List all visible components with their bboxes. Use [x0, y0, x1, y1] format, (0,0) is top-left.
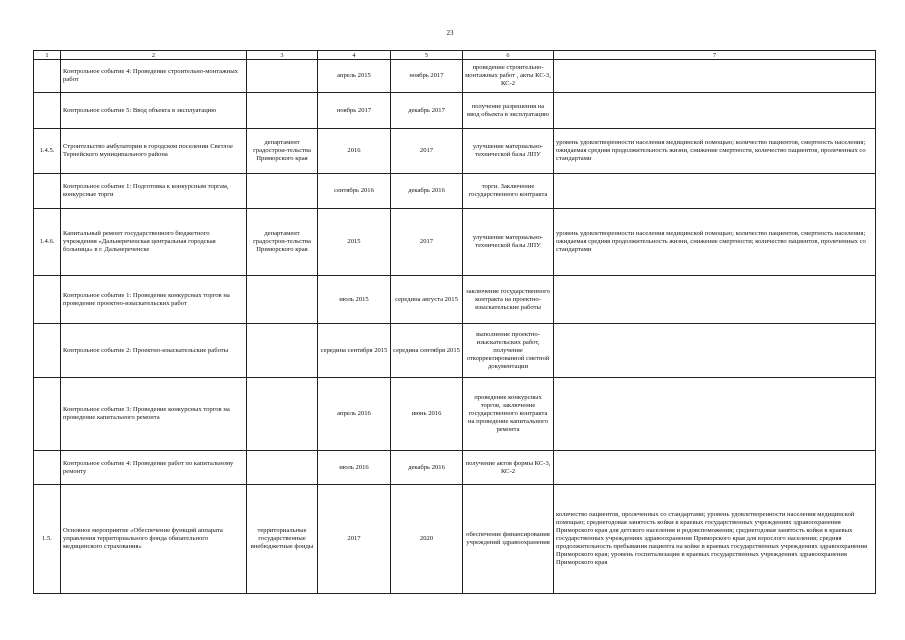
expected-result: получение актов формы КС-3, КС-2 [463, 451, 554, 485]
executor [247, 174, 318, 209]
activity-name: Контрольное событие 1: Проведение конкурсных торгов на проведение проектно-изыскательских работ [61, 276, 247, 324]
row-number [34, 60, 61, 93]
column-number: 5 [391, 51, 463, 60]
expected-result: получение разрешения на ввод объекта в эксплуатацию [463, 93, 554, 129]
end-date: декабрь 2016 [391, 451, 463, 485]
executor: департамент градострои-тельства Приморского края [247, 209, 318, 276]
executor [247, 324, 318, 378]
start-date: 2015 [318, 209, 391, 276]
column-number: 3 [247, 51, 318, 60]
end-date: 2017 [391, 129, 463, 174]
start-date: июль 2016 [318, 451, 391, 485]
indicators: уровень удовлетворенности населения медицинской помощью; количество пациентов, смертность населения; ожидаемая средняя продолжительность жизни, снижение смертности, количество пациентов, пролеченных со стандартами [554, 129, 876, 174]
indicators [554, 324, 876, 378]
executor [247, 378, 318, 451]
indicators [554, 276, 876, 324]
row-number: 1.5. [34, 485, 61, 594]
start-date: апрель 2015 [318, 60, 391, 93]
expected-result: проведение конкурсных торгов, заключение государственного контракта на проведение капитального ремонта [463, 378, 554, 451]
activity-name: Строительство амбулатории в городском поселении Светлое Тернейского муниципального района [61, 129, 247, 174]
activity-name: Контрольное событие 4: Проведение работ по капитальному ремонту [61, 451, 247, 485]
expected-result: торги. Заключение государственного контракта [463, 174, 554, 209]
start-date: апрель 2016 [318, 378, 391, 451]
indicators [554, 174, 876, 209]
executor [247, 60, 318, 93]
executor: территориальные государственные внебюджетные фонды [247, 485, 318, 594]
table-row [34, 60, 876, 93]
column-number: 2 [61, 51, 247, 60]
end-date: декабрь 2016 [391, 174, 463, 209]
indicators [554, 60, 876, 93]
activity-name: Контрольное событие 5: Ввод объекта в эксплуатацию [61, 93, 247, 129]
end-date: ноябрь 2017 [391, 60, 463, 93]
expected-result: улучшение материально-технической базы ЛПУ [463, 209, 554, 276]
expected-result: улучшение материально-технической базы ЛПУ [463, 129, 554, 174]
activity-name: Контрольное событие 1: Подготовка к конкурсным торгам, конкурсные торги [61, 174, 247, 209]
start-date: 2017 [318, 485, 391, 594]
row-number: 1.4.6. [34, 209, 61, 276]
table-row [34, 209, 876, 276]
start-date: сентябрь 2016 [318, 174, 391, 209]
activity-name: Контрольное событие 2: Проектно-изыскательские работы [61, 324, 247, 378]
end-date: середина августа 2015 [391, 276, 463, 324]
table-row [34, 129, 876, 174]
table-row [34, 324, 876, 378]
activities-table [33, 50, 876, 594]
column-number: 7 [554, 51, 876, 60]
indicators: уровень удовлетворенности населения медицинской помощью; количество пациентов, смертность населения; ожидаемая средняя продолжительность жизни, снижение смертности; количество пациентов, пролеченных со стандартами [554, 209, 876, 276]
start-date: июль 2015 [318, 276, 391, 324]
page-number: 23 [446, 29, 454, 37]
column-number: 1 [34, 51, 61, 60]
end-date: июнь 2016 [391, 378, 463, 451]
row-number [34, 324, 61, 378]
row-number [34, 174, 61, 209]
column-number: 6 [463, 51, 554, 60]
column-number: 4 [318, 51, 391, 60]
activity-name: Контрольное событие 4: Проведение строительно-монтажных работ [61, 60, 247, 93]
row-number [34, 451, 61, 485]
expected-result: проведение строительно-монтажных работ , акты КС-3, КС-2 [463, 60, 554, 93]
row-number [34, 93, 61, 129]
end-date: 2020 [391, 485, 463, 594]
start-date: ноябрь 2017 [318, 93, 391, 129]
column-number-row [34, 51, 876, 60]
end-date: 2017 [391, 209, 463, 276]
indicators: количество пациентов, пролеченных со стандартами; уровень удовлетворенности населения медицинской помощью; среднегодовая занятость койки в краевых государственных учреждениях здравоохранения Приморского края для детского населения и родовспоможения; среднегодовая занятость койки в краевых государственных учреждениях здравоохранения Приморского края для взрослого населения; средняя продолжительность пребывания пациента на койке в краевых государственных учреждениях здравоохранения Приморского края; уровень госпитализации в краевых государственных учреждениях здравоохранения Приморского края [554, 485, 876, 594]
start-date: середина сентября 2015 [318, 324, 391, 378]
table-row [34, 485, 876, 594]
table-row [34, 276, 876, 324]
row-number: 1.4.5. [34, 129, 61, 174]
activity-name: Основное мероприятие «Обеспечение функций аппарата управления территориального фонда обязательного медицинского страхования» [61, 485, 247, 594]
indicators [554, 451, 876, 485]
activity-name: Капитальный ремонт государственного бюджетного учреждения «Дальнереченская центральная городская больница» в г. Дальнереченске [61, 209, 247, 276]
table-row [34, 93, 876, 129]
activity-name: Контрольное событие 3: Проведение конкурсных торгов на проведение капитального ремонта [61, 378, 247, 451]
indicators [554, 93, 876, 129]
executor [247, 276, 318, 324]
indicators [554, 378, 876, 451]
executor [247, 93, 318, 129]
table-row [34, 174, 876, 209]
expected-result: заключение государственного контракта на проектно-изыскательские работы [463, 276, 554, 324]
end-date: декабрь 2017 [391, 93, 463, 129]
expected-result: обеспечение финансирования учреждений здравоохранения [463, 485, 554, 594]
table-row [34, 451, 876, 485]
row-number [34, 276, 61, 324]
expected-result: выполнение проектно-изыскательских работ, получение откорректированной сметной документации [463, 324, 554, 378]
row-number [34, 378, 61, 451]
table-row [34, 378, 876, 451]
executor [247, 451, 318, 485]
executor: департамент градострои-тельства Приморского края [247, 129, 318, 174]
start-date: 2016 [318, 129, 391, 174]
end-date: середина сентября 2015 [391, 324, 463, 378]
